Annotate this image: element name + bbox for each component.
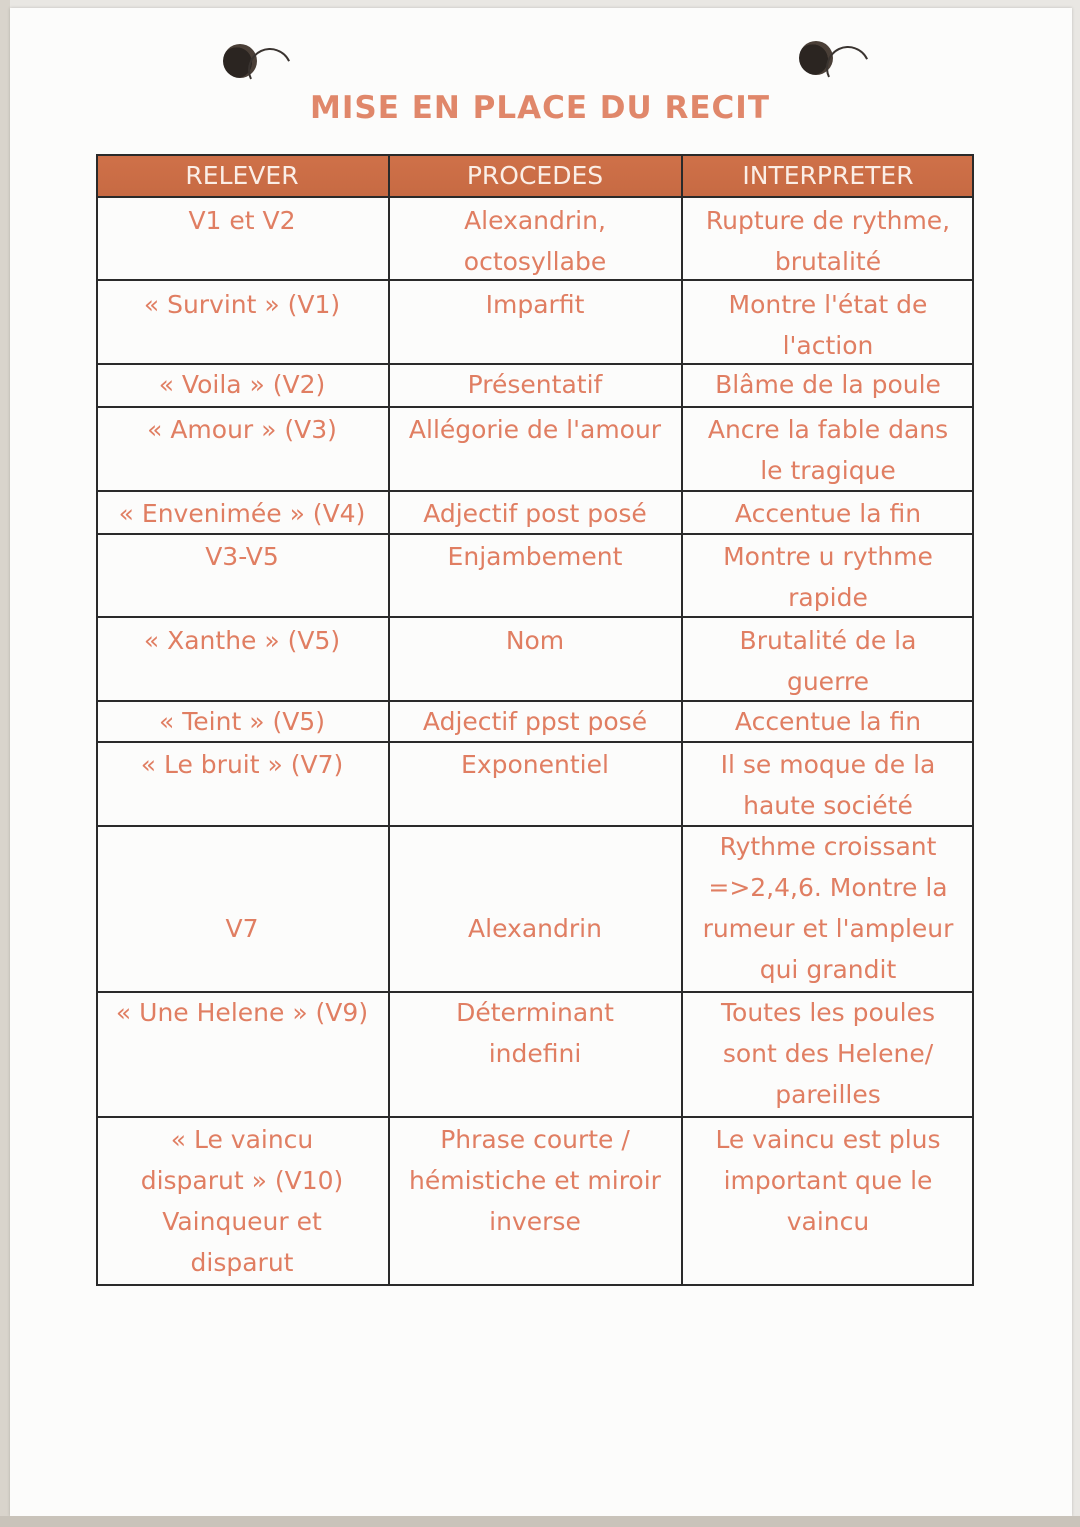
cell-line: Montre l'état de <box>728 290 928 319</box>
interpreter-cell <box>682 826 974 990</box>
procedes-cell <box>389 620 681 661</box>
cell-line: Déterminant <box>456 998 614 1027</box>
interpreter-cell <box>682 200 974 282</box>
procedes-cell <box>389 493 681 534</box>
procedes-cell <box>389 536 681 577</box>
relever-cell <box>96 1119 388 1283</box>
page-left-edge <box>0 0 10 1527</box>
cell-line: « Voila » (V2) <box>158 370 326 399</box>
relever-cell <box>96 409 388 450</box>
cell-line: « Envenimée » (V4) <box>118 499 366 528</box>
cell-line: vaincu <box>786 1207 870 1236</box>
header-interpreter: INTERPRETER <box>742 161 914 190</box>
relever-cell <box>96 364 388 405</box>
cell-line: guerre <box>786 667 870 696</box>
cell-line: Allégorie de l'amour <box>408 415 662 444</box>
cell-line: Rythme croissant <box>719 832 937 861</box>
interpreter-cell <box>682 992 974 1115</box>
table-top-border <box>96 154 974 156</box>
cell-line: l'action <box>782 331 874 360</box>
relever-cell <box>96 493 388 534</box>
interpreter-cell <box>682 364 974 405</box>
procedes-cell <box>389 908 681 949</box>
cell-line: Phrase courte / <box>440 1125 630 1154</box>
cell-line: V1 et V2 <box>188 206 296 235</box>
cell-line: indefini <box>488 1039 582 1068</box>
cell-line: important que le <box>723 1166 933 1195</box>
cell-line: brutalité <box>774 247 882 276</box>
cell-line: pareilles <box>775 1080 881 1109</box>
interpreter-cell <box>682 536 974 618</box>
cell-line: qui grandit <box>759 955 897 984</box>
relever-cell <box>96 200 388 241</box>
relever-cell <box>96 620 388 661</box>
header-relever: RELEVER <box>185 161 299 190</box>
cell-line: Adjectif ppst posé <box>422 707 648 736</box>
relever-cell <box>96 284 388 325</box>
cell-line: =>2,4,6. Montre la <box>708 873 948 902</box>
cell-line: « Xanthe » (V5) <box>143 626 341 655</box>
cell-line: le tragique <box>760 456 896 485</box>
cell-line: Alexandrin <box>468 914 602 943</box>
cell-line: Brutalité de la <box>739 626 917 655</box>
cell-line: « Survint » (V1) <box>143 290 341 319</box>
procedes-cell <box>389 409 681 450</box>
cell-line: sont des Helene/ <box>722 1039 934 1068</box>
cell-line: Ancre la fable dans <box>707 415 949 444</box>
table-row-border <box>96 1116 974 1118</box>
cell-line: Nom <box>505 626 565 655</box>
cell-line: Le vaincu est plus <box>715 1125 941 1154</box>
cell-line: Rupture de rythme, <box>705 206 951 235</box>
relever-cell <box>96 744 388 785</box>
page-bottom-edge <box>0 1516 1080 1527</box>
cell-line: Enjambement <box>447 542 623 571</box>
cell-line: Imparfit <box>485 290 585 319</box>
table-row-border <box>96 1284 974 1286</box>
procedes-cell <box>389 284 681 325</box>
procedes-cell <box>389 701 681 742</box>
cell-line: Adjectif post posé <box>423 499 647 528</box>
cell-line: Blâme de la poule <box>715 370 941 399</box>
table-row-border <box>96 406 974 408</box>
cell-line: « Le vaincu <box>170 1125 314 1154</box>
interpreter-cell <box>682 409 974 491</box>
cell-line: Accentue la fin <box>734 499 922 528</box>
procedes-cell <box>389 992 681 1074</box>
cell-line: Présentatif <box>467 370 603 399</box>
cell-line: Vainqueur et <box>162 1207 322 1236</box>
relever-cell <box>96 536 388 577</box>
cell-line: Exponentiel <box>461 750 609 779</box>
interpreter-cell <box>682 1119 974 1242</box>
interpreter-cell <box>682 493 974 534</box>
relever-cell <box>96 992 388 1033</box>
cell-line: « Le bruit » (V7) <box>140 750 344 779</box>
cell-line: hémistiche et miroir <box>409 1166 661 1195</box>
cell-line: « Amour » (V3) <box>147 415 337 444</box>
cell-line: « Une Helene » (V9) <box>115 998 369 1027</box>
cell-line: rapide <box>788 583 868 612</box>
procedes-cell <box>389 364 681 405</box>
interpreter-cell <box>682 284 974 366</box>
table-row-border <box>96 196 974 198</box>
procedes-cell <box>389 200 681 282</box>
header-procedes: PROCEDES <box>466 161 604 190</box>
cell-line: Il se moque de la <box>720 750 936 779</box>
cell-line: Montre u rythme <box>723 542 933 571</box>
cell-line: octosyllabe <box>463 247 607 276</box>
cell-line: Accentue la fin <box>734 707 922 736</box>
cell-line: V7 <box>225 914 259 943</box>
procedes-cell <box>389 1119 681 1242</box>
cell-line: haute société <box>743 791 913 820</box>
cell-line: inverse <box>489 1207 581 1236</box>
interpreter-cell <box>682 620 974 702</box>
cell-line: rumeur et l'ampleur <box>702 914 954 943</box>
relever-cell <box>96 908 388 949</box>
cell-line: disparut » (V10) <box>140 1166 344 1195</box>
interpreter-cell <box>682 701 974 742</box>
relever-cell <box>96 701 388 742</box>
interpreter-cell <box>682 744 974 826</box>
cell-line: disparut <box>190 1248 294 1277</box>
cell-line: « Teint » (V5) <box>159 707 325 736</box>
procedes-cell <box>389 744 681 785</box>
analysis-table <box>96 154 974 1285</box>
cell-line: V3-V5 <box>205 542 279 571</box>
cell-line: Alexandrin, <box>464 206 606 235</box>
page-title: MISE EN PLACE DU RECIT <box>310 90 770 126</box>
cell-line: Toutes les poules <box>721 998 935 1027</box>
